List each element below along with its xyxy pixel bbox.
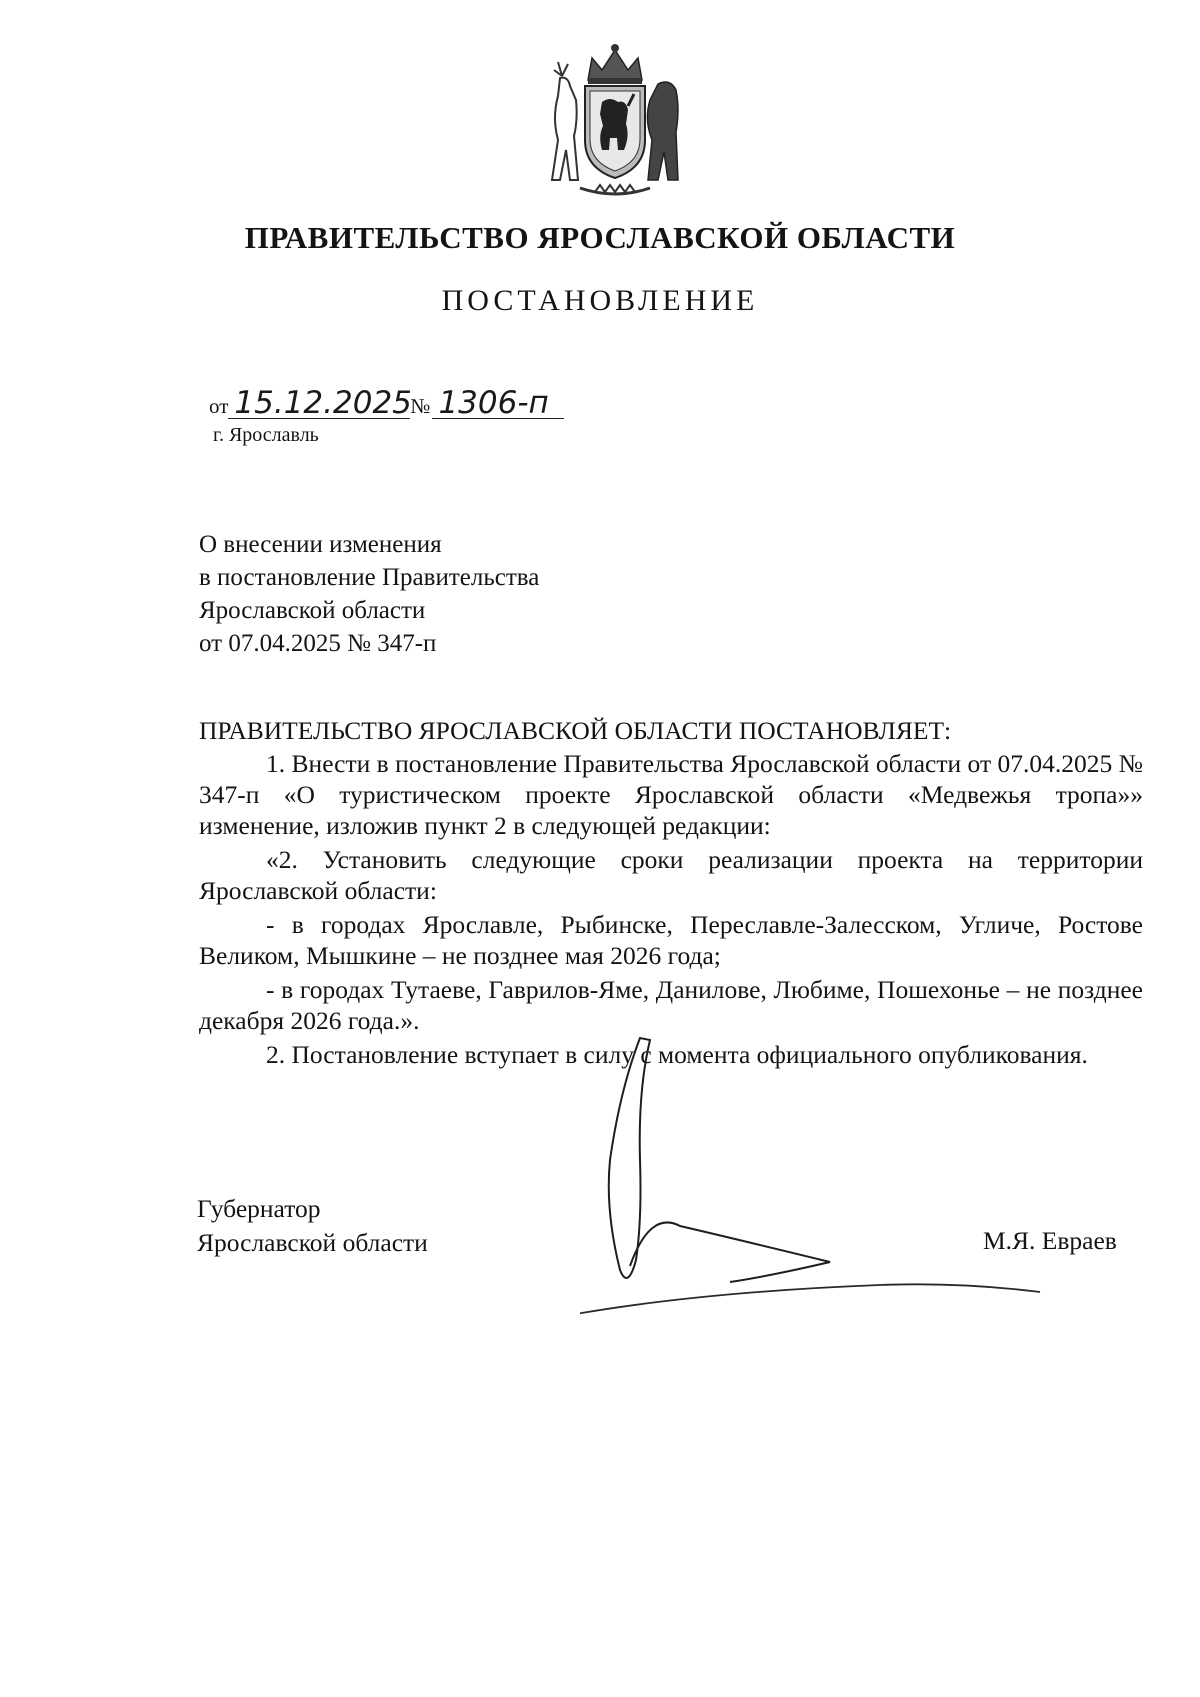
government-title: ПРАВИТЕЛЬСТВО ЯРОСЛАВСКОЙ ОБЛАСТИ — [244, 220, 956, 255]
list-item: - в городах Ярославле, Рыбинске, Переславле-Залесском, Угличе, Ростове Великом, Мышкине – не позднее мая 2026 года; — [199, 910, 1143, 970]
city: г. Ярославль — [213, 424, 319, 446]
paragraph-quoted: «2. Установить следующие сроки реализации проекта на территории Ярославской области: — [199, 845, 1143, 905]
paragraph-2: 2. Постановление вступает в силу с момента официального опубликования. — [266, 1040, 1088, 1069]
subject-block — [199, 528, 539, 660]
list-item: - в городах Тутаеве, Гаврилов-Яме, Данилове, Любиме, Пошехонье – не позднее декабря 2026 года.». — [199, 975, 1143, 1035]
coat-of-arms-icon — [540, 40, 690, 205]
signature-icon — [580, 1030, 1080, 1330]
number-prefix: № — [410, 394, 431, 418]
paragraph-1: 1. Внести в постановление Правительства Ярославской области от 07.04.2025 № 347-п «О туристическом проекте Ярославской области «Медвежья тропа»» изменение, изложив пункт 2 в следующей редакции: — [199, 749, 1143, 840]
subject-line: от 07.04.2025 № 347-п — [199, 630, 437, 657]
decree-body — [199, 748, 1143, 1070]
date-prefix: от — [209, 394, 229, 418]
document-type: ПОСТАНОВЛЕНИЕ — [441, 284, 759, 317]
handwritten-number: 1306-п — [432, 388, 564, 419]
signer-position — [197, 1192, 428, 1260]
signer-name: М.Я. Евраев — [983, 1226, 1117, 1255]
date-number-line — [209, 385, 564, 421]
signer-position-line: Ярославской области — [197, 1228, 428, 1257]
subject-line: О внесении изменения — [199, 531, 442, 558]
signer-position-line: Губернатор — [197, 1194, 321, 1223]
subject-line: в постановление Правительства — [199, 564, 540, 591]
subject-line: Ярославской области — [199, 597, 426, 624]
decree-heading: ПРАВИТЕЛЬСТВО ЯРОСЛАВСКОЙ ОБЛАСТИ ПОСТАНОВЛЯЕТ: — [199, 716, 952, 745]
handwritten-date: 15.12.2025 — [228, 388, 410, 419]
